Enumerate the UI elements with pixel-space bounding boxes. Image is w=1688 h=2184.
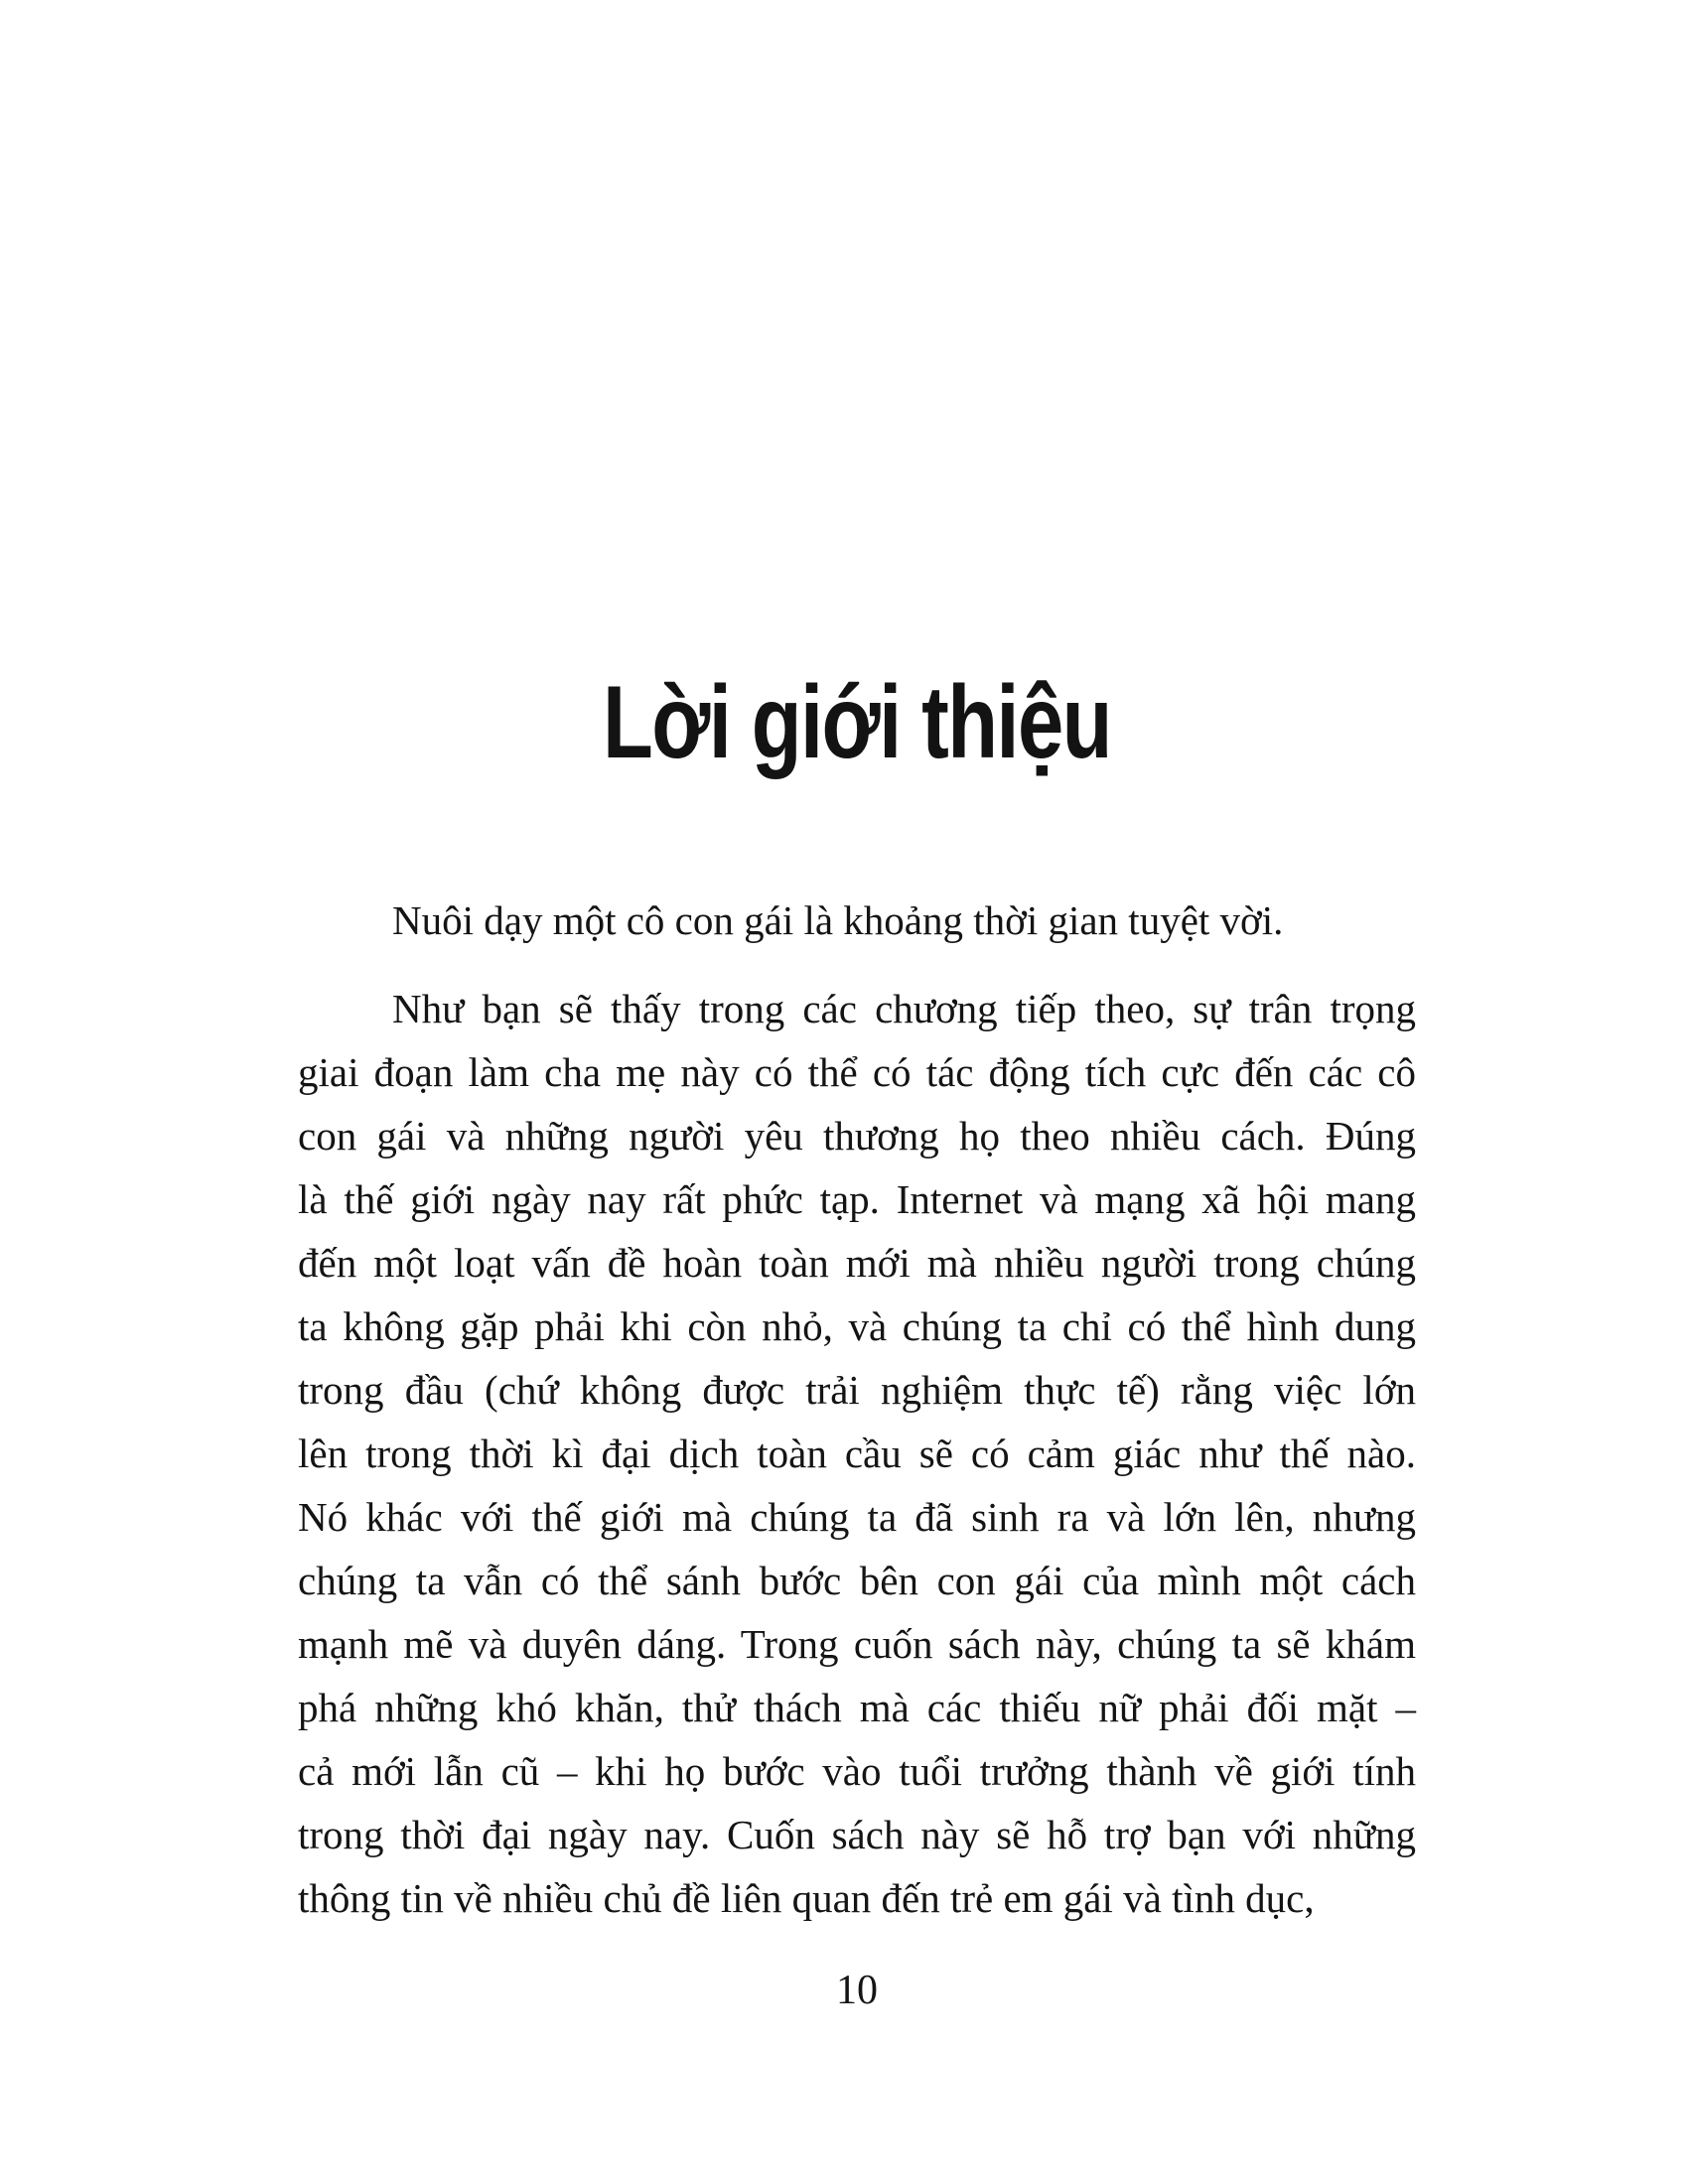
body-text (298, 888, 1416, 1930)
page-number: 10 (836, 1968, 878, 2013)
text-line: mạnh mẽ và duyên dáng. Trong cuốn sách này, chúng ta sẽ khám (298, 1621, 1416, 1667)
paragraph-2 (298, 977, 1416, 1930)
paragraph-1 (298, 888, 1416, 952)
text-line: đến một loạt vấn đề hoàn toàn mới mà nhiều người trong chúng (298, 1240, 1416, 1286)
text-line: trong thời đại ngày nay. Cuốn sách này sẽ hỗ trợ bạn với những (298, 1812, 1416, 1857)
text-line: phá những khó khăn, thử thách mà các thiếu nữ phải đối mặt – (298, 1685, 1416, 1730)
text-line: con gái và những người yêu thương họ theo nhiều cách. Đúng (298, 1113, 1416, 1159)
text-line: Nuôi dạy một cô con gái là khoảng thời gian tuyệt vời. (392, 897, 1284, 943)
text-line: cả mới lẫn cũ – khi họ bước vào tuổi trưởng thành về giới tính (298, 1748, 1416, 1794)
text-line: thông tin về nhiều chủ đề liên quan đến trẻ em gái và tình dục, (298, 1875, 1315, 1921)
text-line: ta không gặp phải khi còn nhỏ, và chúng ta chỉ có thể hình dung (298, 1303, 1416, 1349)
text-line: lên trong thời kì đại dịch toàn cầu sẽ có cảm giác như thế nào. (298, 1431, 1416, 1476)
text-line: là thế giới ngày nay rất phức tạp. Internet và mạng xã hội mang (298, 1176, 1416, 1222)
text-line: Nó khác với thế giới mà chúng ta đã sinh ra và lớn lên, nhưng (298, 1494, 1416, 1540)
chapter-title-text: Lời giới thiệu (603, 665, 1111, 780)
text-line: Như bạn sẽ thấy trong các chương tiếp theo, sự trân trọng (392, 986, 1416, 1031)
chapter-title (298, 665, 1416, 780)
text-line: giai đoạn làm cha mẹ này có thể có tác động tích cực đến các cô (298, 1049, 1416, 1095)
text-line: chúng ta vẫn có thể sánh bước bên con gái của mình một cách (298, 1558, 1416, 1603)
text-line: trong đầu (chứ không được trải nghiệm thực tế) rằng việc lớn (298, 1367, 1416, 1413)
